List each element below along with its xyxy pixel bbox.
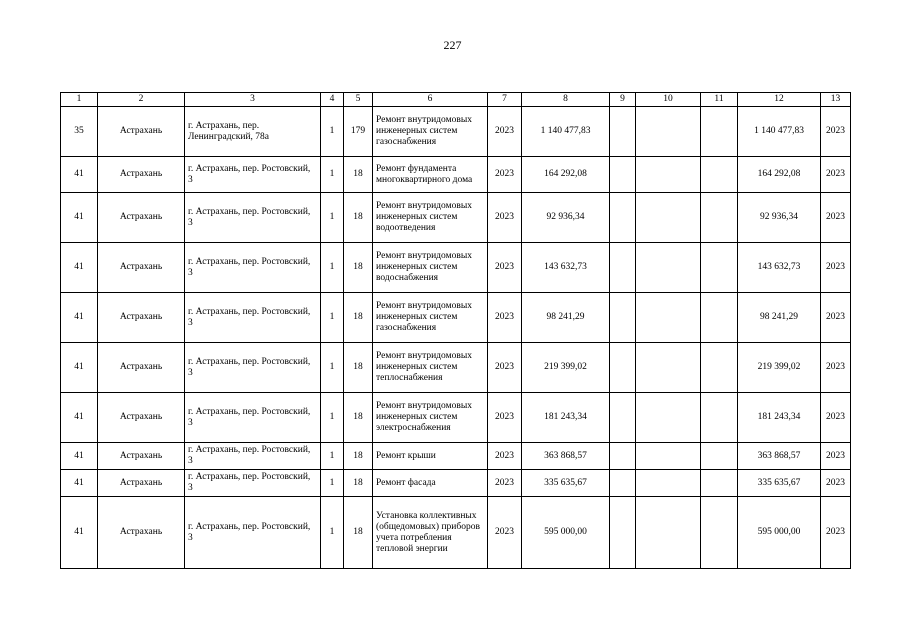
col-header-9: 9: [610, 93, 636, 107]
work-type-cell: Ремонт фасада: [373, 470, 488, 497]
col-header-6: 6: [373, 93, 488, 107]
completion-year-cell: 2023: [821, 497, 851, 569]
col11-cell: [701, 497, 738, 569]
table-row: [61, 497, 851, 569]
row-number: 41: [61, 193, 98, 243]
address-cell: г. Астрахань, пер. Ростовский, 3: [185, 243, 321, 293]
table-row: [61, 107, 851, 157]
col11-cell: [701, 157, 738, 193]
row-number: 41: [61, 243, 98, 293]
col5-cell: 18: [344, 193, 373, 243]
col5-cell: 18: [344, 243, 373, 293]
table-row: [61, 243, 851, 293]
municipality-cell: Астрахань: [98, 157, 185, 193]
completion-year-cell: 2023: [821, 443, 851, 470]
total-cost-cell: 595 000,00: [738, 497, 821, 569]
table-row: [61, 157, 851, 193]
address-cell: г. Астрахань, пер. Ростовский, 3: [185, 157, 321, 193]
col11-cell: [701, 470, 738, 497]
cost-cell: 335 635,67: [522, 470, 610, 497]
col11-cell: [701, 293, 738, 343]
col5-cell: 18: [344, 343, 373, 393]
total-cost-cell: 164 292,08: [738, 157, 821, 193]
col9-cell: [610, 193, 636, 243]
col4-cell: 1: [321, 243, 344, 293]
municipality-cell: Астрахань: [98, 470, 185, 497]
row-number: 41: [61, 443, 98, 470]
col4-cell: 1: [321, 107, 344, 157]
row-number: 41: [61, 293, 98, 343]
col10-cell: [636, 497, 701, 569]
row-number: 35: [61, 107, 98, 157]
col11-cell: [701, 243, 738, 293]
total-cost-cell: 363 868,57: [738, 443, 821, 470]
col5-cell: 18: [344, 157, 373, 193]
work-type-cell: Установка коллективных (общедомовых) приборов учета потребления тепловой энергии: [373, 497, 488, 569]
year-cell: 2023: [488, 293, 522, 343]
row-number: 41: [61, 393, 98, 443]
completion-year-cell: 2023: [821, 243, 851, 293]
address-cell: г. Астрахань, пер. Ленинградский, 78а: [185, 107, 321, 157]
table-row: [61, 193, 851, 243]
work-type-cell: Ремонт крыши: [373, 443, 488, 470]
col-header-10: 10: [636, 93, 701, 107]
address-cell: г. Астрахань, пер. Ростовский, 3: [185, 343, 321, 393]
col-header-2: 2: [98, 93, 185, 107]
municipality-cell: Астрахань: [98, 293, 185, 343]
cost-cell: 219 399,02: [522, 343, 610, 393]
col11-cell: [701, 343, 738, 393]
completion-year-cell: 2023: [821, 343, 851, 393]
work-type-cell: Ремонт внутридомовых инженерных систем газоснабжения: [373, 293, 488, 343]
cost-cell: 164 292,08: [522, 157, 610, 193]
work-type-cell: Ремонт внутридомовых инженерных систем водоснабжения: [373, 243, 488, 293]
capital-repair-table: [60, 92, 851, 569]
col4-cell: 1: [321, 393, 344, 443]
col4-cell: 1: [321, 497, 344, 569]
table-row: [61, 393, 851, 443]
col-header-3: 3: [185, 93, 321, 107]
completion-year-cell: 2023: [821, 393, 851, 443]
total-cost-cell: 219 399,02: [738, 343, 821, 393]
col10-cell: [636, 343, 701, 393]
year-cell: 2023: [488, 470, 522, 497]
col4-cell: 1: [321, 470, 344, 497]
col5-cell: 18: [344, 497, 373, 569]
address-cell: г. Астрахань, пер. Ростовский, 3: [185, 443, 321, 470]
col-header-1: 1: [61, 93, 98, 107]
cost-cell: 595 000,00: [522, 497, 610, 569]
table-row: [61, 443, 851, 470]
year-cell: 2023: [488, 107, 522, 157]
total-cost-cell: 92 936,34: [738, 193, 821, 243]
municipality-cell: Астрахань: [98, 497, 185, 569]
col9-cell: [610, 443, 636, 470]
col10-cell: [636, 393, 701, 443]
municipality-cell: Астрахань: [98, 443, 185, 470]
col5-cell: 18: [344, 393, 373, 443]
total-cost-cell: 143 632,73: [738, 243, 821, 293]
row-number: 41: [61, 497, 98, 569]
completion-year-cell: 2023: [821, 157, 851, 193]
col-header-12: 12: [738, 93, 821, 107]
col9-cell: [610, 157, 636, 193]
col9-cell: [610, 393, 636, 443]
col-header-7: 7: [488, 93, 522, 107]
total-cost-cell: 181 243,34: [738, 393, 821, 443]
col5-cell: 18: [344, 293, 373, 343]
address-cell: г. Астрахань, пер. Ростовский, 3: [185, 497, 321, 569]
year-cell: 2023: [488, 443, 522, 470]
col4-cell: 1: [321, 157, 344, 193]
cost-cell: 98 241,29: [522, 293, 610, 343]
col11-cell: [701, 393, 738, 443]
year-cell: 2023: [488, 193, 522, 243]
col11-cell: [701, 193, 738, 243]
address-cell: г. Астрахань, пер. Ростовский, 3: [185, 470, 321, 497]
col9-cell: [610, 343, 636, 393]
address-cell: г. Астрахань, пер. Ростовский, 3: [185, 293, 321, 343]
cost-cell: 92 936,34: [522, 193, 610, 243]
row-number: 41: [61, 343, 98, 393]
col10-cell: [636, 193, 701, 243]
cost-cell: 363 868,57: [522, 443, 610, 470]
year-cell: 2023: [488, 497, 522, 569]
cost-cell: 181 243,34: [522, 393, 610, 443]
col-header-13: 13: [821, 93, 851, 107]
municipality-cell: Астрахань: [98, 107, 185, 157]
address-cell: г. Астрахань, пер. Ростовский, 3: [185, 393, 321, 443]
col5-cell: 179: [344, 107, 373, 157]
year-cell: 2023: [488, 243, 522, 293]
col4-cell: 1: [321, 443, 344, 470]
col10-cell: [636, 243, 701, 293]
municipality-cell: Астрахань: [98, 393, 185, 443]
col-header-11: 11: [701, 93, 738, 107]
municipality-cell: Астрахань: [98, 343, 185, 393]
col9-cell: [610, 470, 636, 497]
cost-cell: 143 632,73: [522, 243, 610, 293]
col4-cell: 1: [321, 343, 344, 393]
col9-cell: [610, 107, 636, 157]
col-header-8: 8: [522, 93, 610, 107]
col5-cell: 18: [344, 443, 373, 470]
completion-year-cell: 2023: [821, 107, 851, 157]
year-cell: 2023: [488, 393, 522, 443]
table-row: [61, 470, 851, 497]
work-type-cell: Ремонт внутридомовых инженерных систем электроснабжения: [373, 393, 488, 443]
table-row: [61, 293, 851, 343]
col9-cell: [610, 293, 636, 343]
col4-cell: 1: [321, 293, 344, 343]
total-cost-cell: 1 140 477,83: [738, 107, 821, 157]
col-header-4: 4: [321, 93, 344, 107]
col4-cell: 1: [321, 193, 344, 243]
row-number: 41: [61, 470, 98, 497]
work-type-cell: Ремонт внутридомовых инженерных систем теплоснабжения: [373, 343, 488, 393]
work-type-cell: Ремонт внутридомовых инженерных систем водоотведения: [373, 193, 488, 243]
header-row: [61, 93, 851, 107]
year-cell: 2023: [488, 157, 522, 193]
cost-cell: 1 140 477,83: [522, 107, 610, 157]
page-number: 227: [443, 38, 462, 52]
col10-cell: [636, 157, 701, 193]
completion-year-cell: 2023: [821, 293, 851, 343]
col11-cell: [701, 107, 738, 157]
col9-cell: [610, 243, 636, 293]
total-cost-cell: 98 241,29: [738, 293, 821, 343]
completion-year-cell: 2023: [821, 193, 851, 243]
work-type-cell: Ремонт внутридомовых инженерных систем газоснабжения: [373, 107, 488, 157]
year-cell: 2023: [488, 343, 522, 393]
col10-cell: [636, 293, 701, 343]
work-type-cell: Ремонт фундамента многоквартирного дома: [373, 157, 488, 193]
col-header-5: 5: [344, 93, 373, 107]
total-cost-cell: 335 635,67: [738, 470, 821, 497]
address-cell: г. Астрахань, пер. Ростовский, 3: [185, 193, 321, 243]
col10-cell: [636, 443, 701, 470]
table-row: [61, 343, 851, 393]
col11-cell: [701, 443, 738, 470]
col9-cell: [610, 497, 636, 569]
municipality-cell: Астрахань: [98, 243, 185, 293]
completion-year-cell: 2023: [821, 470, 851, 497]
col10-cell: [636, 470, 701, 497]
row-number: 41: [61, 157, 98, 193]
municipality-cell: Астрахань: [98, 193, 185, 243]
col10-cell: [636, 107, 701, 157]
col5-cell: 18: [344, 470, 373, 497]
